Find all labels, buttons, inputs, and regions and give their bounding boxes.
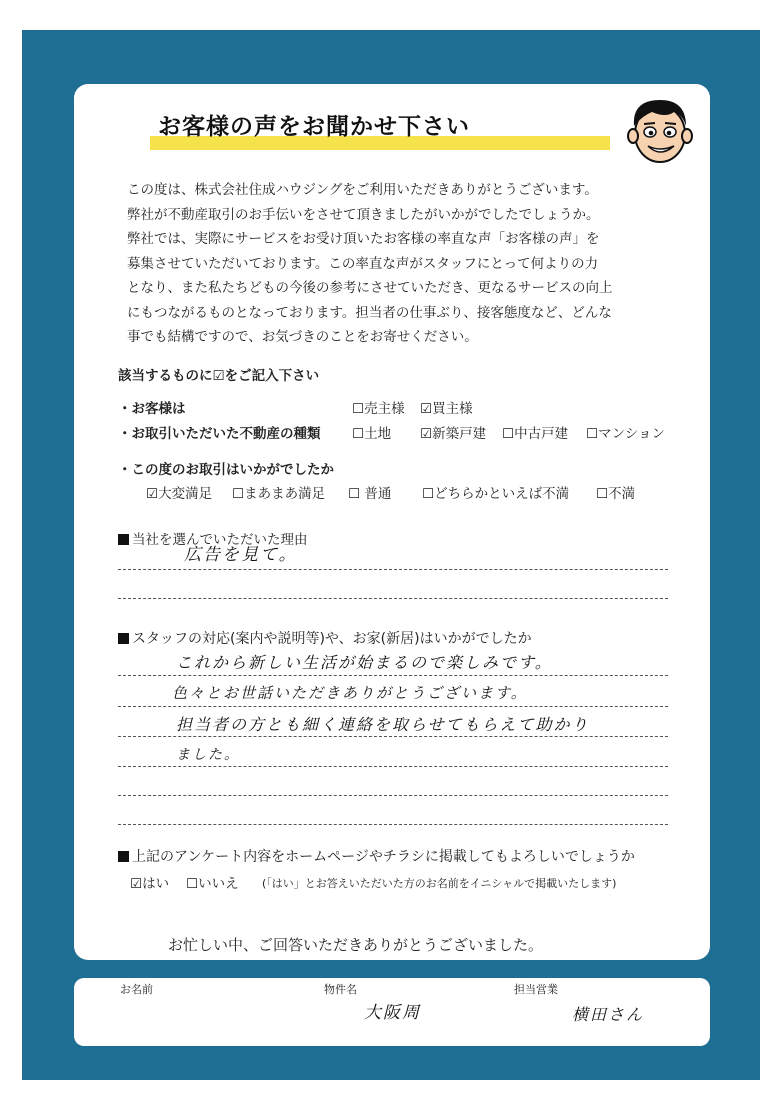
staff-answer-line-2[interactable]: 色々とお世話いただきありがとうございます。 [172, 684, 528, 702]
mascot-face-icon [622, 92, 698, 168]
option-seller[interactable]: ☐売主様 [352, 401, 405, 417]
page-title: お客様の声をお聞かせ下さい [158, 114, 470, 140]
publish-heading: 上記のアンケート内容をホームページやチラシに掲載してもよろしいでしょうか [118, 846, 635, 866]
sales-rep-value[interactable]: 横田さん [572, 1005, 645, 1024]
option-very-satisfied[interactable]: ☑大変満足 [146, 486, 213, 502]
staff-answer-line-3[interactable]: 担当者の方とも細く連絡を取らせてもらえて助かり [176, 715, 590, 734]
option-condo[interactable]: ☐マンション [586, 426, 666, 442]
answer-line [118, 598, 668, 599]
thanks-message: お忙しい中、ご回答いただきありがとうございました。 [168, 936, 544, 954]
answer-line [118, 675, 668, 676]
option-somewhat-dissatisfied[interactable]: ☐どちらかといえば不満 [422, 486, 570, 502]
publish-yes-option[interactable]: ☑はい [130, 876, 170, 892]
name-label: お名前 [120, 983, 153, 996]
property-name-value[interactable]: 大阪周 [364, 1003, 421, 1023]
square-bullet-icon [118, 851, 129, 862]
option-somewhat-satisfied[interactable]: ☐まあまあ満足 [232, 486, 326, 502]
intro-paragraph: この度は、株式会社住成ハウジングをご利用いただきありがとうございます。 弊社が不動産取引のお手伝いをさせて頂きましたがいかがでしたでしょうか。 弊社では、実際にサービスをお受け頂いたお客様の率直な声「お客様の声」を 募集させていただいております。この率直な声がスタッフにとって何よりの力 となり、また私たちどもの今後の参考にさせていただき、更なるサービスの向上 にもつながるものとなっております。担当者の仕事ぶり、接客態度など、どんな 事でも結構ですので、お気づきのことをお寄せください。 [127, 182, 613, 345]
option-neutral[interactable]: ☐ 普通 [348, 486, 392, 502]
answer-line [118, 824, 668, 825]
answer-line [118, 706, 668, 707]
square-bullet-icon [118, 534, 129, 545]
property-name-label: 物件名 [324, 983, 357, 996]
option-land[interactable]: ☐土地 [352, 426, 392, 442]
option-new-house[interactable]: ☑新築戸建 [420, 426, 487, 442]
staff-heading: スタッフの対応(案内や説明等)や、お家(新居)はいかがでしたか [118, 628, 532, 648]
publish-no-option[interactable]: ☐いいえ [186, 876, 239, 892]
property-type-label: ・お取引いただいた不動産の種類 [118, 426, 321, 442]
answer-line [118, 795, 668, 796]
square-bullet-icon [118, 633, 129, 644]
option-buyer[interactable]: ☑買主様 [420, 401, 473, 417]
answer-line [118, 766, 668, 767]
publish-note: (「はい」とお答えいただいた方のお名前をイニシャルで掲載いたします) [262, 877, 617, 890]
option-used-house[interactable]: ☐中古戸建 [502, 426, 569, 442]
sales-rep-label: 担当営業 [514, 983, 558, 996]
option-dissatisfied[interactable]: ☐不満 [596, 486, 636, 502]
reason-answer[interactable]: 広告を見て。 [184, 545, 298, 565]
satisfaction-label: ・この度のお取引はいかがでしたか [118, 462, 334, 478]
answer-line [118, 569, 668, 570]
answer-line [118, 736, 668, 737]
reason-heading: 当社を選んでいただいた理由 [118, 528, 308, 548]
instruction-text: 該当するものに☑をご記入下さい [118, 368, 320, 384]
customer-type-label: ・お客様は [118, 401, 186, 417]
staff-answer-line-1[interactable]: これから新しい生活が始まるので楽しみです。 [176, 653, 553, 672]
staff-answer-line-4[interactable]: ました。 [176, 747, 240, 763]
